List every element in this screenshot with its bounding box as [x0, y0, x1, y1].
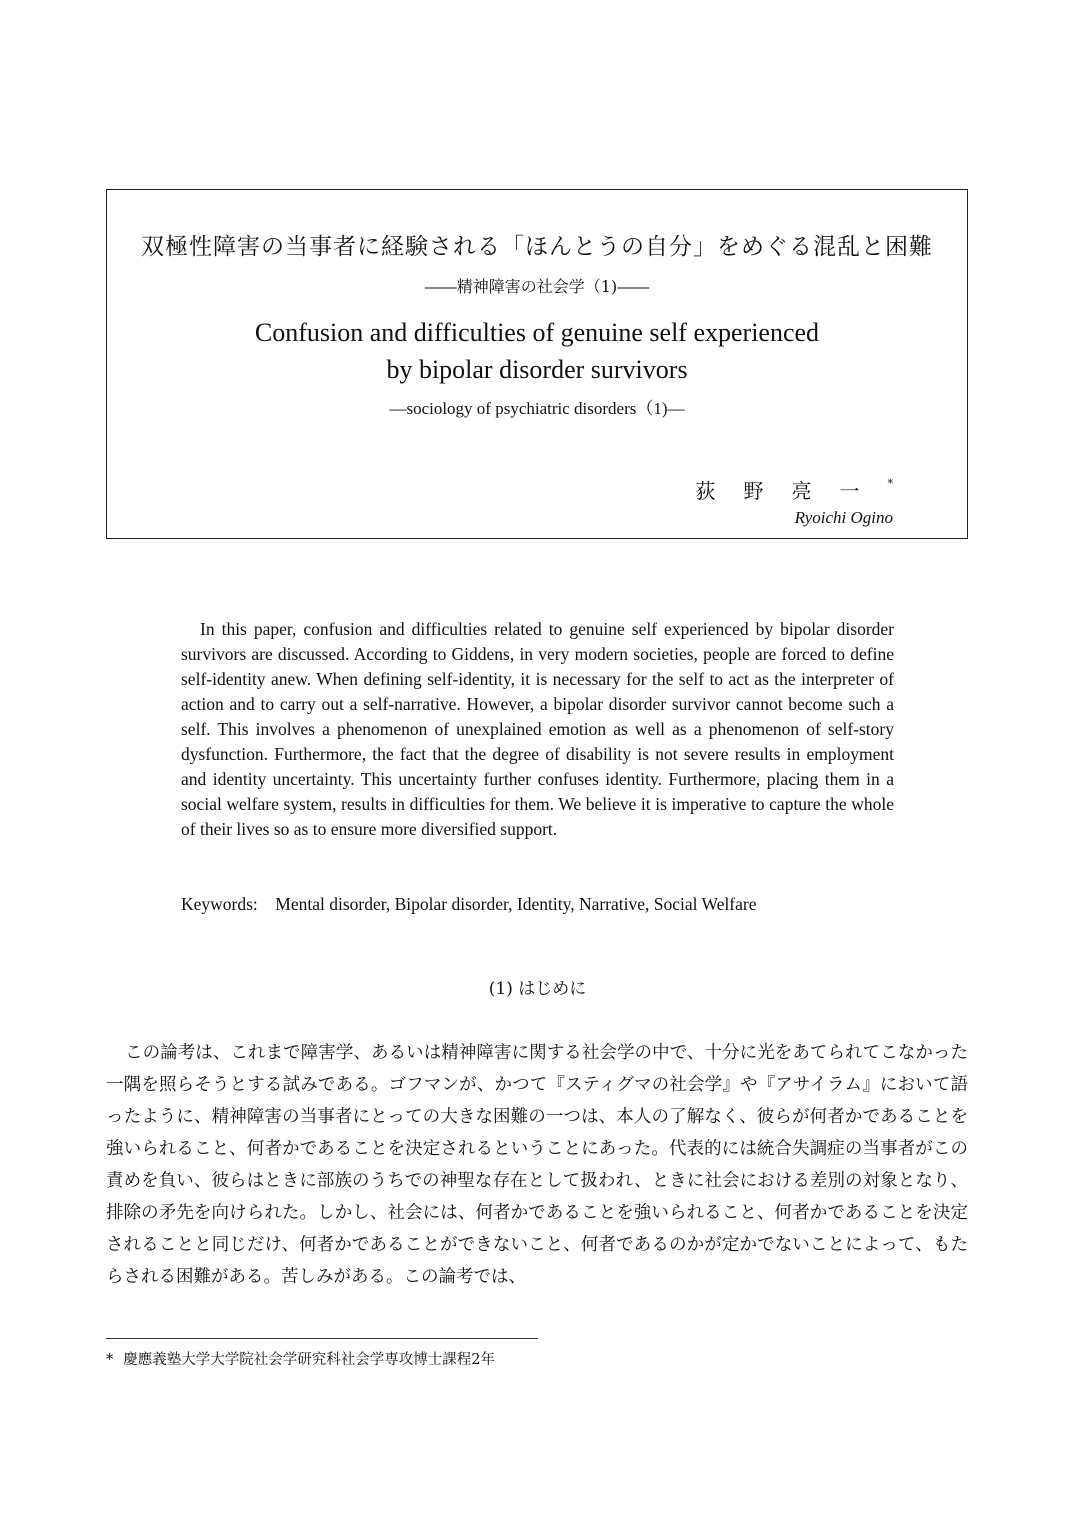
abstract: [181, 617, 894, 842]
author-name-japanese: [696, 475, 894, 504]
abstract-text: In this paper, confusion and difficulties related to genuine self experienced by bipolar disorder survivors are discussed. According to Giddens, in very modern societies, people are forced to define self-identity anew. When defining self-identity, it is necessary for the self to act as the interpreter of action and to carry out a self-narrative. However, a bipolar disorder survivor cannot become such a self. This involves a phenomenon of unexplained emotion as well as a phenomenon of self-story dysfunction. Furthermore, the fact that the degree of disability is not severe results in employment and identity uncertainty. This uncertainty further confuses identity. Furthermore, placing them in a social welfare system, results in difficulties for them. We believe it is imperative to capture the whole of their lives so as to ensure more diversified support.: [181, 619, 894, 839]
english-subtitle: ―sociology of psychiatric disorders（1)―: [389, 399, 685, 418]
author-name-text: 荻野亮一: [695, 479, 888, 503]
body-paragraph: この論考は、これまで障害学、あるいは精神障害に関する社会学の中で、十分に光をあてられてこなかった一隅を照らそうとする試みである。ゴフマンが、かつて『スティグマの社会学』や『アサイラム』において語ったように、精神障害の当事者にとっての大きな困難の一つは、本人の了解なく、彼らが何者かであることを強いられること、何者かであることを決定されるということにあった。代表的には統合失調症の当事者がこの責めを負い、彼らはときに部族のうちでの神聖な存在として扱われ、ときに社会における差別の対象となり、排除の矛先を向けられた。しかし、社会には、何者かであることを強いられること、何者かであることを決定されることと同じだけ、何者かであることができないこと、何者であるのかが定かでないことによって、もたらされる困難がある。苦しみがある。この論考では、: [106, 1043, 968, 1287]
title-box: [106, 189, 968, 539]
keywords-list: Mental disorder, Bipolar disorder, Identity, Narrative, Social Welfare: [275, 894, 757, 914]
body-text: [106, 1037, 968, 1293]
section-heading: (1) はじめに: [488, 979, 587, 999]
keywords-label: Keywords:: [181, 894, 258, 914]
japanese-title: 双極性障害の当事者に経験される「ほんとうの自分」をめぐる混乱と困難: [141, 234, 933, 260]
english-title-line-1: Confusion and difficulties of genuine self experienced: [254, 318, 820, 347]
footnote-text: 慶應義塾大学大学院社会学研究科社会学専攻博士課程2年: [123, 1352, 495, 1368]
author-footnote-mark: *: [887, 477, 893, 491]
footnote-divider: [106, 1338, 538, 1339]
english-title: [107, 314, 967, 388]
english-title-line-2: by bipolar disorder survivors: [386, 355, 688, 384]
japanese-subtitle: ――精神障害の社会学（1)――: [424, 277, 650, 296]
footnote: [106, 1348, 495, 1369]
keywords: [181, 892, 757, 917]
footnote-mark: *: [106, 1352, 114, 1368]
author-name-english: Ryoichi Ogino: [794, 508, 893, 527]
